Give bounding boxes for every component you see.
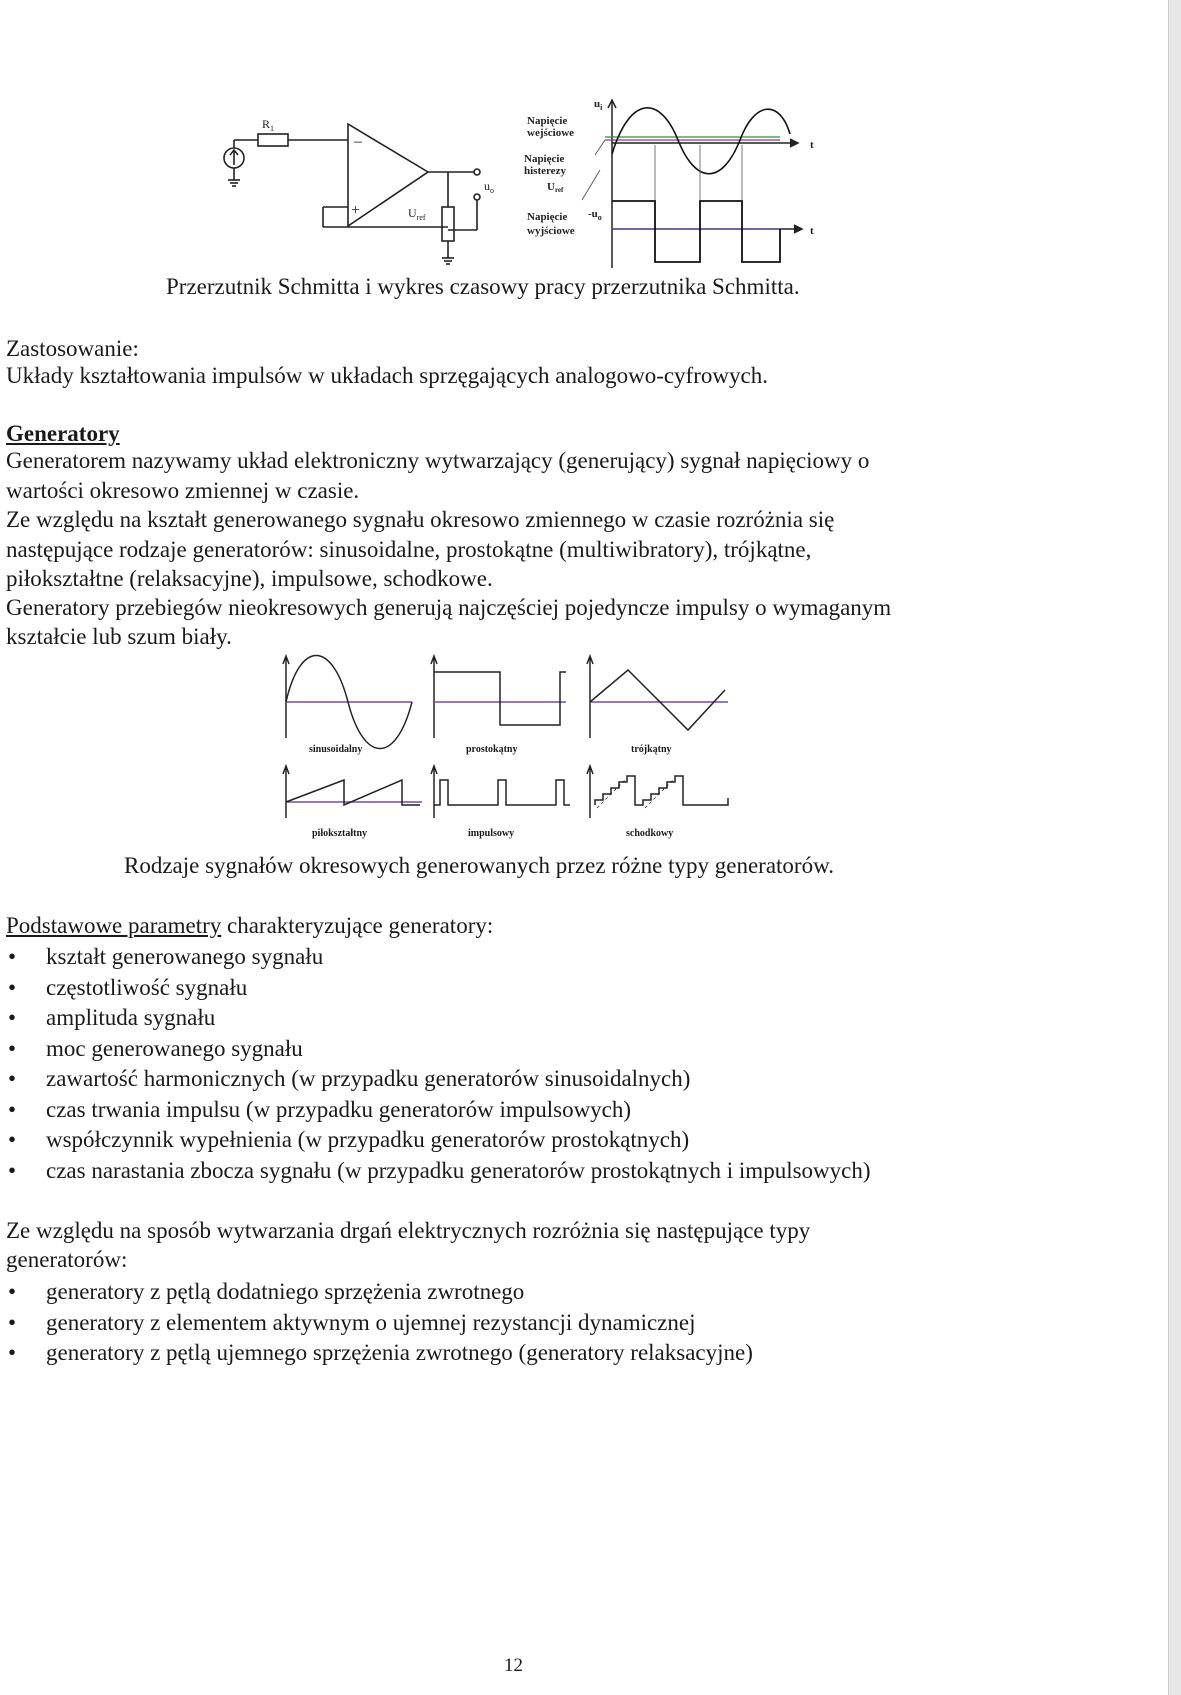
t-label-bottom: t [810, 225, 814, 237]
staircase-waveform [587, 766, 728, 818]
generators-line-6: Generatory przebiegów nieokresowych generują najczęściej pojedyncze impulsy o wymaganym [6, 595, 892, 620]
generators-line-1: Generatorem nazywamy układ elektroniczny wytwarzający (generujący) sygnał napięciowy o [6, 448, 870, 473]
neg-uo-label: $-u_o$ [588, 208, 602, 222]
waveforms-caption: Rodzaje sygnałów okresowych generowanych przez różne typy generatorów. [124, 853, 834, 878]
list-item: • generatory z pętlą ujemnego sprzężenia zwrotnego (generatory relaksacyjne) [8, 1338, 753, 1369]
schmitt-timing-diagram [582, 100, 802, 268]
application-heading: Zastosowanie: [6, 336, 139, 361]
sine-waveform [283, 656, 412, 749]
uref-label: $U_{ref}$ [408, 206, 426, 222]
parameters-list [8, 942, 871, 1186]
types-intro-line-1: Ze względu na sposób wytwarzania drgań elektrycznych rozróżnia się następujące typy [6, 1218, 811, 1243]
parameters-heading [6, 911, 493, 941]
generators-line-5: piłokształtne (relaksacyjne), impulsowe, schodkowe. [6, 566, 493, 591]
types-intro-line-2: generatorów: [6, 1247, 128, 1272]
output-voltage-label-2: wyjściowe [527, 225, 575, 237]
label-staircase: schodkowy [626, 828, 674, 839]
waveform-types-figure [0, 650, 1181, 850]
svg-text:+: + [351, 202, 361, 219]
generators-line-4: następujące rodzaje generatorów: sinusoidalne, prostokątne (multiwibratory), trójkątne, [6, 537, 812, 562]
rectangular-waveform [431, 656, 566, 738]
list-item: • czas trwania impulsu (w przypadku generatorów impulsowych) [8, 1095, 871, 1126]
sawtooth-waveform [283, 766, 422, 818]
svg-text:–: – [354, 133, 362, 150]
list-item: • generatory z pętlą dodatniego sprzężenia zwrotnego [8, 1277, 753, 1308]
label-sinusoidal: sinusoidalny [309, 744, 363, 755]
uo-label: $u_o$ [484, 179, 494, 195]
list-item: • generatory z elementem aktywnym o ujemnej rezystancji dynamicznej [8, 1308, 753, 1339]
schmitt-circuit [224, 124, 480, 264]
ui-label: $u_i$ [594, 98, 603, 112]
generators-line-3: Ze względu na kształt generowanego sygnału okresowo zmiennego w czasie rozróżnia się [6, 507, 835, 532]
t-label-top: t [810, 139, 814, 151]
generators-line-2: wartości okresowo zmiennej w czasie. [6, 478, 360, 503]
list-item: • współczynnik wypełnienia (w przypadku generatorów prostokątnych) [8, 1125, 871, 1156]
list-item: • zawartość harmonicznych (w przypadku generatorów sinusoidalnych) [8, 1064, 871, 1095]
list-item: • amplituda sygnału [8, 1003, 871, 1034]
list-item: • moc generowanego sygnału [8, 1034, 871, 1065]
parameters-heading-underlined: Podstawowe parametry [6, 913, 222, 938]
hysteresis-label-2: histerezy [524, 165, 566, 177]
label-triangular: trójkątny [631, 744, 672, 755]
list-item: • kształt generowanego sygnału [8, 942, 871, 973]
label-pulse: impulsowy [468, 828, 515, 839]
application-text: Układy kształtowania impulsów w układach sprzęgających analogowo-cyfrowych. [6, 363, 768, 388]
parameters-heading-rest: charakteryzujące generatory: [221, 913, 494, 938]
pulse-waveform [431, 766, 570, 818]
generators-heading: Generatory [6, 421, 120, 446]
label-sawtooth: piłokształtny [312, 828, 368, 839]
page-number: 12 [504, 1655, 523, 1676]
input-voltage-label-2: wejściowe [527, 127, 575, 139]
list-item: • częstotliwość sygnału [8, 973, 871, 1004]
r1-label: $R_1$ [262, 117, 275, 133]
list-item: • czas narastania zbocza sygnału (w przypadku generatorów prostokątnych i impulsowych) [8, 1156, 871, 1187]
hysteresis-uref-label: Uref [547, 181, 564, 194]
schmitt-trigger-figure [0, 0, 1181, 300]
output-voltage-label-1: Napięcie [527, 211, 568, 223]
label-rectangular: prostokątny [466, 744, 518, 755]
types-list [8, 1277, 753, 1369]
schmitt-caption: Przerzutnik Schmitta i wykres czasowy pracy przerzutnika Schmitta. [166, 274, 800, 299]
triangle-waveform [587, 656, 728, 738]
input-voltage-label-1: Napięcie [527, 115, 568, 127]
generators-line-7: kształcie lub szum biały. [6, 624, 232, 649]
hysteresis-label-1: Napięcie [524, 153, 565, 165]
